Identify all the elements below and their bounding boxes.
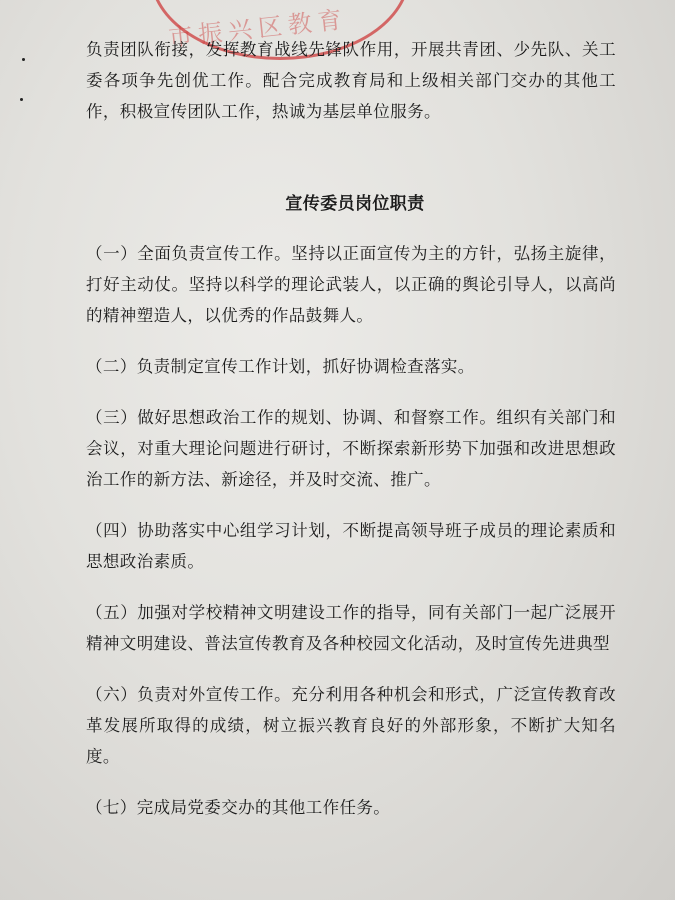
margin-dot [22,58,25,61]
section-title: 宣传委员岗位职责 [285,194,425,214]
duty-item-4: （四）协助落实中心组学习计划，不断提高领导班子成员的理论素质和思想政治素质。 [86,521,616,571]
duty-item-5: （五）加强对学校精神文明建设工作的指导，同有关部门一起广泛展开精神文明建设、普法宣传教育及各种校园文化活动，及时宣传先进典型 [86,603,616,653]
intro-paragraph: 负责团队衔接，发挥教育战线先锋队作用，开展共青团、少先队、关工委各项争先创优工作。配合完成教育局和上级相关部门交办的其他工作，积极宣传团队工作，热诚为基层单位服务。 [86,40,616,121]
duty-item-1: （一）全面负责宣传工作。坚持以正面宣传为主的方针，弘扬主旋律，打好主动仗。坚持以科学的理论武装人，以正确的舆论引导人，以高尚的精神塑造人，以优秀的作品鼓舞人。 [86,244,616,325]
duty-item-3: （三）做好思想政治工作的规划、协调、和督察工作。组织有关部门和会议，对重大理论问题进行研讨，不断探索新形势下加强和改进思想政治工作的新方法、新途径，并及时交流、推广。 [86,408,616,489]
official-seal-text: 市振兴区教育 [167,5,350,52]
duty-item-2: （二）负责制定宣传工作计划，抓好协调检查落实。 [86,357,475,376]
duty-item-6: （六）负责对外宣传工作。充分利用各种机会和形式，广泛宣传教育改革发展所取得的成绩，树立振兴教育良好的外部形象，不断扩大知名度。 [86,685,616,766]
duty-item-7: （七）完成局党委交办的其他工作任务。 [86,798,391,817]
document-body [86,34,616,843]
margin-dot [20,98,23,101]
